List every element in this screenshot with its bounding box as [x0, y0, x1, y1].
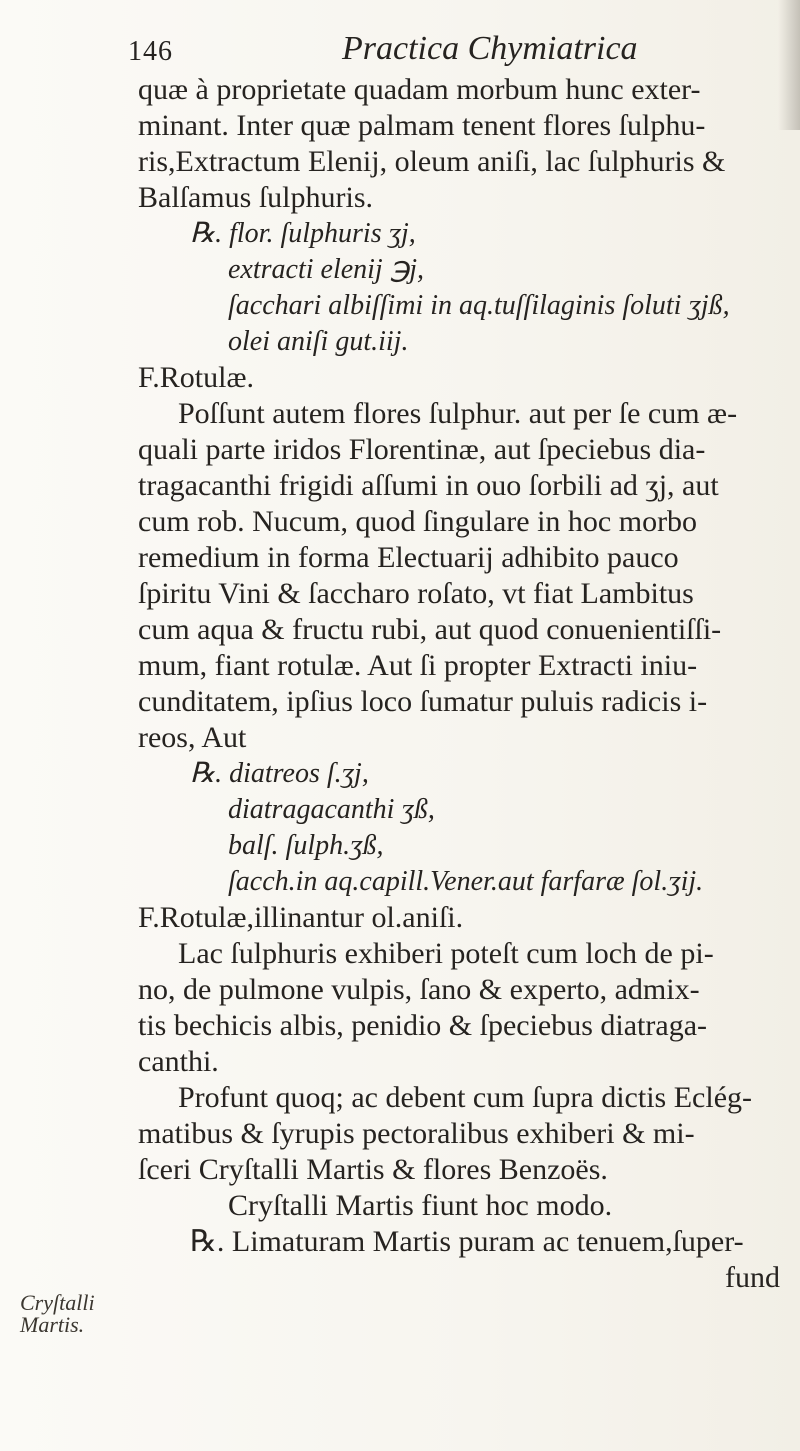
- body-text: [138, 72, 788, 1296]
- text-line: Poſſunt autem flores ſulphur. aut per ſe cum æ-: [178, 397, 738, 430]
- text-line: ris,Extractum Elenij, oleum aniſi, lac ſulphuris &: [138, 145, 726, 178]
- section-heading-line: Cryſtalli Martis fiunt hoc modo.: [228, 1189, 613, 1222]
- text-line: Balſamus ſulphuris.: [138, 181, 373, 214]
- margin-note-line: Martis.: [20, 1312, 85, 1337]
- running-title: Practica Chymiatrica: [342, 30, 638, 67]
- text-line: no, de pulmone vulpis, ſano & experto, admix-: [138, 973, 700, 1006]
- text-line: canthi.: [138, 1045, 219, 1078]
- text-line: remedium in forma Electuarij adhibito pauco: [138, 541, 679, 574]
- recipe-line: extracti elenij ℈j,: [228, 254, 425, 285]
- text-line: cum aqua & fructu rubi, aut quod conuenientiſſi-: [138, 613, 722, 646]
- text-line: mum, fiant rotulæ. Aut ſi propter Extracti iniu-: [138, 649, 698, 682]
- text-line: Lac ſulphuris exhiberi poteſt cum loch de pi-: [178, 937, 714, 970]
- text-line: ℞. Limaturam Martis puram ac tenuem,ſuper-: [190, 1225, 744, 1258]
- page-header: [120, 18, 680, 68]
- text-line: cunditatem, ipſius loco ſumatur puluis radicis i-: [138, 685, 708, 718]
- text-line: matibus & ſyrupis pectoralibus exhiberi & mi-: [138, 1117, 695, 1150]
- text-line: F.Rotulæ,illinantur ol.aniſi.: [138, 901, 464, 934]
- text-line: F.Rotulæ.: [138, 361, 254, 394]
- recipe-line: balſ. ſulph.ʒß,: [228, 830, 384, 861]
- text-line: ſceri Cryſtalli Martis & flores Benzoës.: [138, 1153, 608, 1186]
- text-line: quali parte iridos Florentinæ, aut ſpeciebus dia-: [138, 433, 706, 466]
- text-line: quæ à proprietate quadam morbum hunc exter-: [138, 73, 701, 106]
- recipe-line: diatragacanthi ʒß,: [228, 794, 435, 825]
- recipe-line: ſacchari albiſſimi in aq.tuſſilaginis ſoluti ʒjß,: [228, 290, 730, 321]
- recipe-line: ſacch.in aq.capill.Vener.aut farfaræ ſol.ʒij.: [228, 866, 704, 897]
- margin-note-line: Cryſtalli: [20, 1290, 95, 1315]
- recipe-line: ℞. flor. ſulphuris ʒj,: [190, 218, 416, 249]
- text-line: ſpiritu Vini & ſaccharo roſato, vt fiat Lambitus: [138, 577, 694, 610]
- page-number: 146: [128, 36, 173, 67]
- catchword: fund: [725, 1261, 780, 1294]
- text-line: tis bechicis albis, penidio & ſpeciebus diatraga-: [138, 1009, 708, 1042]
- recipe-line: olei aniſi gut.iij.: [228, 326, 409, 357]
- margin-note: [20, 1292, 120, 1336]
- text-line: cum rob. Nucum, quod ſingulare in hoc morbo: [138, 505, 698, 538]
- text-line: tragacanthi frigidi aſſumi in ouo ſorbili ad ʒj, aut: [138, 469, 719, 502]
- text-line: minant. Inter quæ palmam tenent flores ſulphu-: [138, 109, 706, 142]
- recipe-line: ℞. diatreos ſ.ʒj,: [190, 758, 369, 789]
- text-line: Profunt quoq; ac debent cum ſupra dictis Eclég-: [178, 1081, 752, 1114]
- text-line: reos, Aut: [138, 721, 247, 754]
